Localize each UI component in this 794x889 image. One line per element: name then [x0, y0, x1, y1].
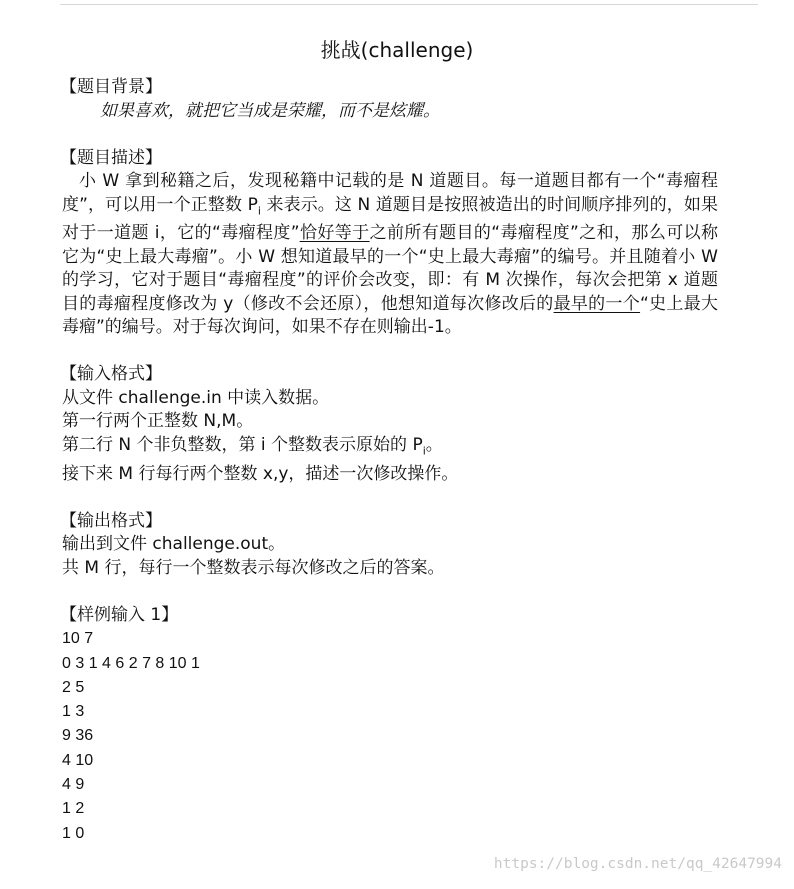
- output-format-line: 共 M 行，每行一个整数表示每次修改之后的答案。: [62, 557, 445, 578]
- sample-input-block: [62, 627, 718, 846]
- background-quote: 如果喜欢，就把它当成是荣耀，而不是炫耀。: [100, 100, 440, 121]
- sample-input-line: 4 9: [62, 776, 85, 794]
- sample-input-line: 9 36: [62, 727, 94, 745]
- input-format-heading: 【输入格式】: [60, 364, 162, 385]
- underlined-earliest: 最早的一个: [553, 293, 641, 314]
- sample-input-line: 1 2: [62, 800, 85, 818]
- output-format-line: 输出到文件 challenge.out。: [62, 534, 286, 555]
- sample-input-line: 0 3 1 4 6 2 7 8 10 1: [62, 654, 200, 672]
- output-format-heading: 【输出格式】: [60, 510, 162, 531]
- sample-input-heading: 【样例输入 1】: [60, 604, 179, 625]
- sample-input-line: 1 0: [62, 824, 85, 842]
- document-body: [62, 76, 718, 846]
- sample-input-line: 2 5: [62, 678, 85, 696]
- input-format-line: 从文件 challenge.in 中读入数据。: [62, 387, 330, 408]
- page-title: 挑战(challenge): [320, 38, 474, 62]
- underlined-exactly-equal: 恰好等于: [299, 223, 370, 244]
- input-format-line: 第一行两个正整数 N,M。: [62, 411, 254, 432]
- input-format-line: 第二行 N 个非负整数，第 i 个整数表示原始的 $P_i$。: [62, 434, 443, 458]
- sample-input-line: 10 7: [62, 630, 94, 648]
- input-format-line: 接下来 M 行每行两个整数 x,y，描述一次修改操作。: [62, 463, 459, 484]
- sample-input-line: 4 10: [62, 751, 94, 769]
- watermark: https://blog.csdn.net/qq_42647994: [493, 856, 782, 872]
- top-divider: [60, 4, 758, 5]
- description-heading: 【题目描述】: [60, 147, 162, 168]
- background-heading: 【题目背景】: [60, 77, 162, 97]
- sample-input-line: 1 3: [62, 703, 85, 721]
- description-paragraph: 小 W 拿到秘籍之后，发现秘籍中记载的是 N 道题目。每一道题目都有一个“毒瘤程度”，可以用一个正整数 $P_i$ 来表示。这 N 道题目是按照被造出的时间顺序排列的，如果对于一道题 i，它的“毒瘤程度”恰好等于之前所有题目的“毒瘤程度”之和，那么可以称它为“史上最大毒瘤”。小 W 想知道最早的一个“史上最大毒瘤”的编号。并且随着小 W 的学习，它对于题目“毒瘤程度”的评价会改变，即：有 M 次操作，每次会把第 x 道题目的毒瘤程度修改为 y（修改不会还原），他想知道每次修改后的最早的一个“史上最大毒瘤”的编号。对于每次询问，如果不存在则输出-1。: [62, 171, 719, 338]
- p-variable: $P_i$: [247, 194, 261, 217]
